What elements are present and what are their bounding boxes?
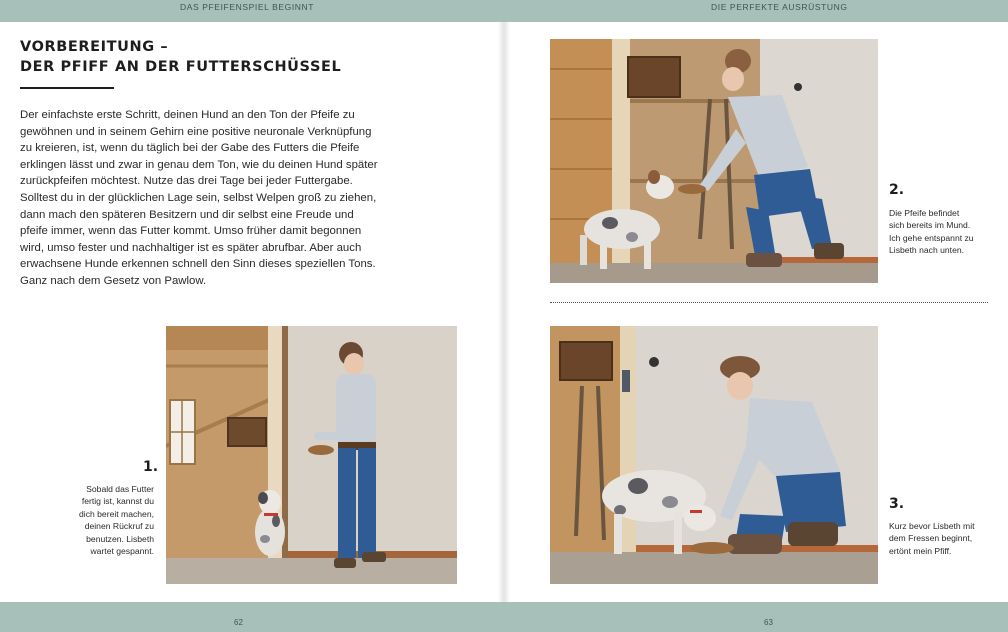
running-head-left: DAS PFEIFENSPIEL BEGINNT bbox=[180, 2, 315, 12]
step-1-number: 1. bbox=[143, 459, 159, 475]
body-line: erwachsene Hunde erkennen schnell den Sinn dieses speziellen Tons. bbox=[20, 258, 376, 271]
caption-line: fertig ist, kannst du bbox=[81, 496, 154, 507]
caption-line: dem Fressen beginnt, bbox=[889, 533, 973, 544]
caption-line: Kurz bevor Lisbeth mit bbox=[889, 521, 975, 531]
body-line: dann mach den späteren Besitzern und dir selbst eine Freude und bbox=[20, 208, 354, 221]
body-line: zurückpfeifen möchtest. Nutze das drei Tage bei jeder Futtergabe. bbox=[20, 175, 353, 188]
photo-step-2 bbox=[550, 39, 878, 283]
body-line: erklingen lässt und zwar in genau dem Ton, wie du deinen Hund später bbox=[20, 158, 378, 171]
caption-line: sich bereits im Mund. bbox=[889, 220, 971, 231]
caption-line: Die Pfeife befindet bbox=[889, 208, 960, 218]
caption-line: dich bereit machen, bbox=[79, 508, 154, 519]
body-line: Der einfachste erste Schritt, deinen Hund an den Ton der Pfeife zu bbox=[20, 109, 355, 121]
caption-line: wartet gespannt. bbox=[90, 546, 154, 557]
step-1-caption bbox=[79, 483, 154, 557]
chapter-title-line-1: VORBEREITUNG – bbox=[20, 39, 169, 55]
body-line: pfeife immer, wenn das Futter kommt. Umso früher damit begonnen bbox=[20, 225, 362, 238]
page-number-right: 63 bbox=[764, 618, 773, 627]
running-head-right: DIE PERFEKTE AUSRÜSTUNG bbox=[711, 2, 848, 12]
book-spine-shadow bbox=[498, 22, 510, 602]
step-3-caption bbox=[889, 520, 975, 557]
body-paragraph bbox=[20, 107, 376, 290]
title-underline bbox=[20, 87, 114, 89]
photo-step-1 bbox=[166, 326, 457, 584]
step-2-caption bbox=[889, 207, 974, 257]
caption-line: benutzen. Lisbeth bbox=[86, 533, 154, 544]
step-3-number: 3. bbox=[889, 496, 905, 512]
caption-line: ertönt mein Pfiff. bbox=[889, 545, 952, 556]
photo-step-3 bbox=[550, 326, 878, 584]
body-line: Ganz nach dem Gesetz von Pawlow. bbox=[20, 274, 207, 287]
step-2-number: 2. bbox=[889, 182, 905, 198]
body-line: wird, umso fester und nachhaltiger ist es später abrufbar. Aber auch bbox=[20, 241, 362, 254]
chapter-title bbox=[20, 37, 341, 77]
dotted-divider bbox=[550, 302, 988, 303]
caption-line: Ich gehe entspannt zu bbox=[889, 232, 974, 243]
page-number-left: 62 bbox=[234, 618, 243, 627]
chapter-title-line-2: DER PFIFF AN DER FUTTERSCHÜSSEL bbox=[20, 59, 342, 75]
body-line: Solltest du in der glücklichen Lage sein, selbst Welpen groß zu ziehen, bbox=[20, 191, 377, 204]
caption-line: Sobald das Futter bbox=[86, 484, 154, 494]
caption-line: Lisbeth nach unten. bbox=[889, 245, 965, 256]
body-line: gewöhnen und in seinem Gehirn eine positive neuronale Verknüpfung bbox=[20, 125, 372, 138]
caption-line: deinen Rückruf zu bbox=[84, 521, 154, 532]
body-line: zu kreieren, ist, wenn du täglich bei der Gabe des Futters die Pfeife bbox=[20, 142, 360, 155]
